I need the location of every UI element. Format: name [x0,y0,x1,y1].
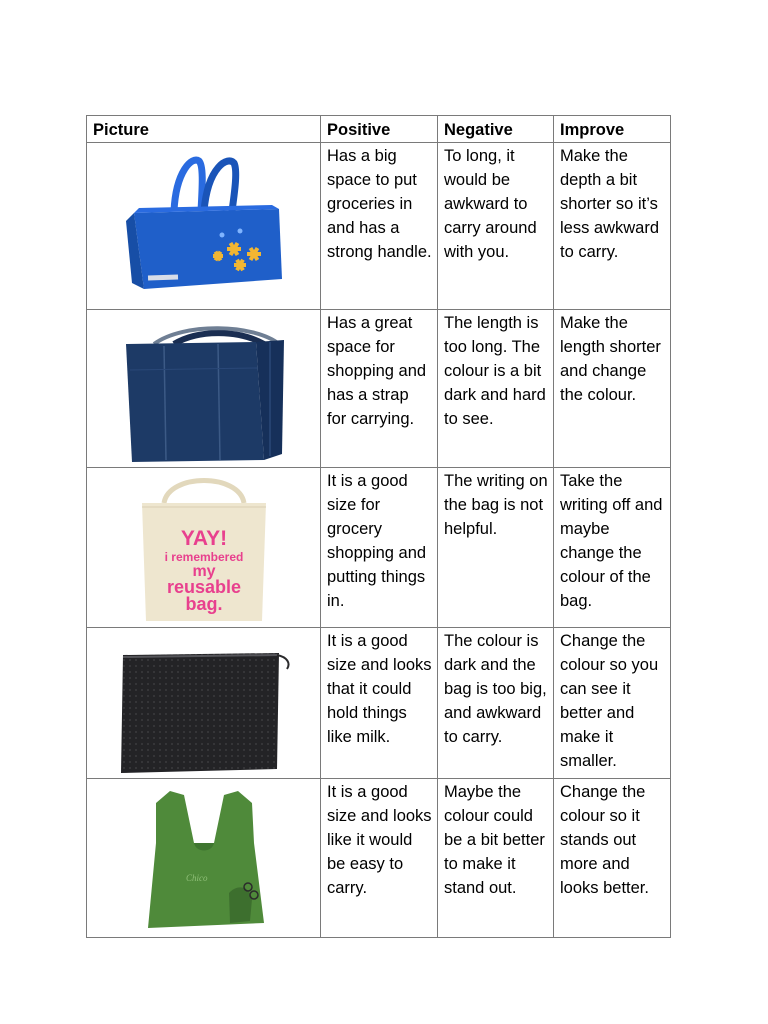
bag-text-my: my [191,562,216,580]
positive-cell: It is a good size and looks like it would be easy to carry. [321,779,438,938]
negative-cell: The colour is dark and the bag is too big, and awkward to carry. [438,628,554,779]
table-row [87,779,671,938]
svg-text:Chico: Chico [185,873,207,883]
header-positive: Positive [321,116,438,143]
picture-cell [87,628,321,779]
positive-cell: It is a good size and looks that it could hold things like milk. [321,628,438,779]
black-insulated-bag-image [109,633,299,773]
blue-walmart-tote-bag-image [104,151,304,301]
improve-cell: Take the writing off and maybe change the colour of the bag. [554,468,671,628]
negative-cell: The writing on the bag is not helpful. [438,468,554,628]
picture-cell [87,779,321,938]
negative-cell: Maybe the colour could be a bit better to make it stand out. [438,779,554,938]
header-picture: Picture [87,116,321,143]
improve-cell: Make the depth a bit shorter so it’s less awkward to carry. [554,143,671,310]
improve-cell: Change the colour so you can see it better and make it smaller. [554,628,671,779]
table-header-row [87,116,671,143]
picture-cell [87,310,321,468]
table-row [87,628,671,779]
green-foldable-bag-image [134,783,274,933]
cream-canvas-tote-bag-image [134,473,274,623]
bag-text-yay: YAY! [180,526,227,550]
negative-cell: To long, it would be awkward to carry around with you. [438,143,554,310]
positive-cell: It is a good size for grocery shopping and putting things in. [321,468,438,628]
header-negative: Negative [438,116,554,143]
table-row [87,143,671,310]
positive-cell: Has a great space for shopping and has a strap for carrying. [321,310,438,468]
table-row [87,468,671,628]
navy-shopping-bag-image [104,314,304,464]
bag-text-bag: bag. [184,593,223,614]
improve-cell: Make the length shorter and change the colour. [554,310,671,468]
negative-cell: The length is too long. The colour is a bit dark and hard to see. [438,310,554,468]
picture-cell [87,143,321,310]
bag-comparison-table [86,115,671,938]
table-row [87,310,671,468]
improve-cell: Change the colour so it stands out more and looks better. [554,779,671,938]
picture-cell [87,468,321,628]
bag-text-remembered: i remembered [164,549,243,564]
positive-cell: Has a big space to put groceries in and has a strong handle. [321,143,438,310]
header-improve: Improve [554,116,671,143]
bag-text-reusable: reusable [166,576,241,597]
